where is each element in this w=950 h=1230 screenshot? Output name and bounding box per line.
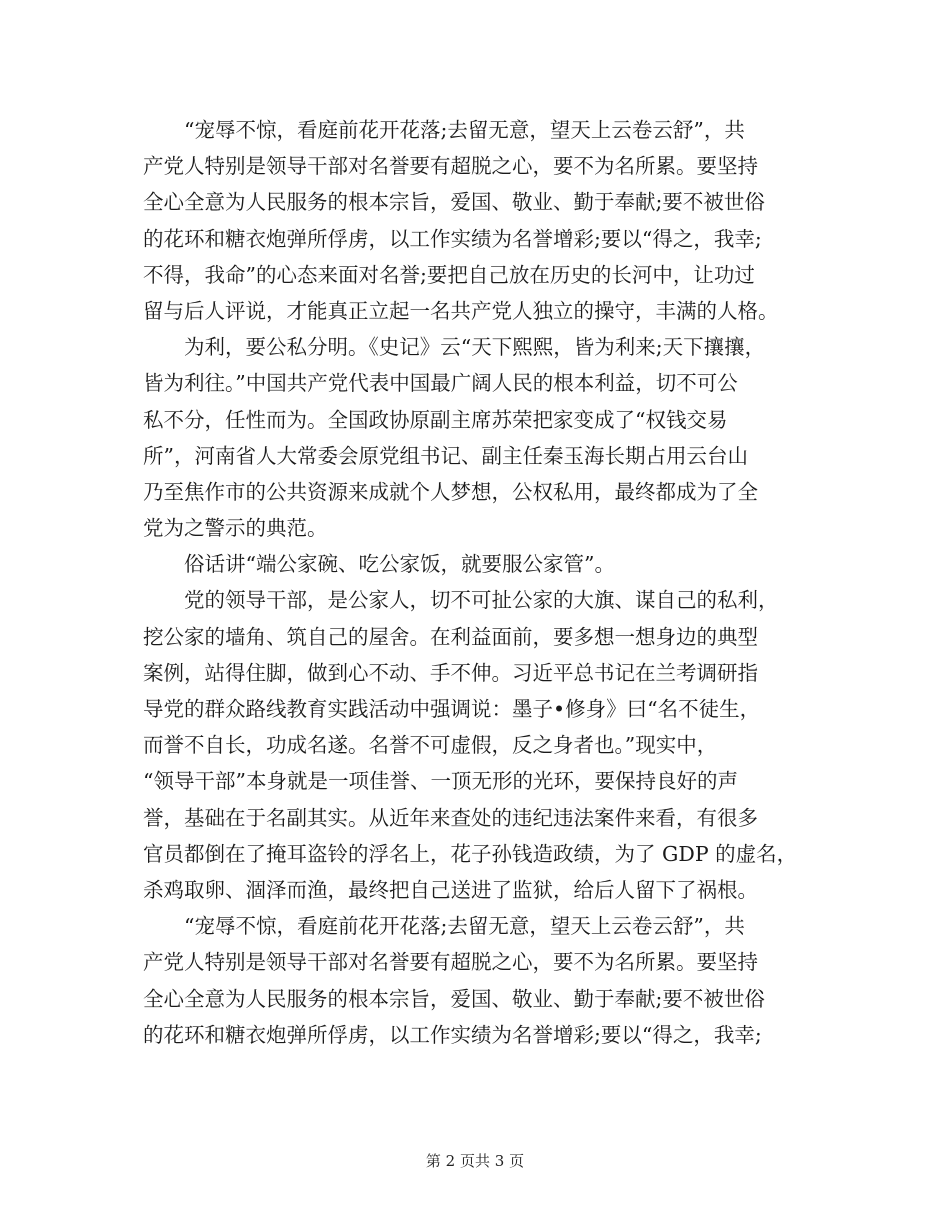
paragraph-line: 而誉不自长，功成名遂。名誉不可虚假，反之身者也。”现实中，	[143, 733, 718, 758]
paragraph-line: 为利，要公私分明。《史记》云“天下熙熙，皆为利来;天下攘攘，	[184, 335, 766, 360]
paragraph-line: 产党人特别是领导干部对名誉要有超脱之心，要不为名所累。要坚持	[143, 950, 758, 975]
paragraph-line: 所”，河南省人大常委会原党组书记、副主任秦玉海长期占用云台山	[143, 443, 748, 468]
paragraph-line: 不得，我命”的心态来面对名誉;要把自己放在历史的长河中，让功过	[143, 262, 755, 287]
paragraph-line: 党为之警示的典范。	[143, 516, 328, 541]
paragraph-line: 留与后人评说，才能真正立起一名共产党人独立的操守，丰满的人格。	[143, 298, 779, 323]
paragraph-line: 全心全意为人民服务的根本宗旨，爱国、敬业、勤于奉献;要不被世俗	[143, 190, 765, 215]
paragraph-line: 全心全意为人民服务的根本宗旨，爱国、敬业、勤于奉献;要不被世俗	[143, 986, 765, 1011]
paragraph-line: 杀鸡取卵、涸泽而渔，最终把自己送进了监狱，给后人留下了祸根。	[143, 877, 758, 902]
paragraph-line: 俗话讲“端公家碗、吃公家饭，就要服公家管”。	[184, 552, 615, 577]
page-number-footer: 第 2 页共 3 页	[425, 1152, 525, 1170]
paragraph-line: 官员都倒在了掩耳盗铃的浮名上，花子孙钱造政绩，为了 GDP 的虚名，	[143, 841, 798, 866]
body-text	[143, 112, 815, 1053]
paragraph-line: 皆为利往。”中国共产党代表中国最广阔人民的根本利益，切不可公	[143, 371, 738, 396]
paragraph-line: 的花环和糖衣炮弹所俘虏，以工作实绩为名誉增彩;要以“得之，我幸;	[143, 1022, 762, 1047]
paragraph-line: 案例，站得住脚，做到心不动、手不伸。习近平总书记在兰考调研指	[143, 660, 758, 685]
paragraph-line: “宠辱不惊，看庭前花开花落;去留无意，望天上云卷云舒”，共	[184, 914, 745, 939]
paragraph-line: “宠辱不惊，看庭前花开花落;去留无意，望天上云卷云舒”，共	[184, 118, 745, 142]
paragraph-line: “领导干部”本身就是一项佳誉、一顶无形的光环，要保持良好的声	[143, 769, 738, 794]
paragraph-line: 产党人特别是领导干部对名誉要有超脱之心，要不为名所累。要坚持	[143, 154, 758, 179]
paragraph-line: 私不分，任性而为。全国政协原副主席苏荣把家变成了“权钱交易	[143, 407, 728, 432]
paragraph-line: 的花环和糖衣炮弹所俘虏，以工作实绩为名誉增彩;要以“得之，我幸;	[143, 226, 762, 251]
paragraph-line: 乃至焦作市的公共资源来成就个人梦想，公权私用，最终都成为了全	[143, 479, 758, 504]
paragraph-line: 挖公家的墙角、筑自己的屋舍。在利益面前，要多想一想身边的典型	[143, 624, 758, 649]
paragraph-line: 誉，基础在于名副其实。从近年来查处的违纪违法案件来看，有很多	[143, 805, 758, 830]
paragraph-line: 导党的群众路线教育实践活动中强调说：墨子•修身》曰“名不徒生，	[143, 697, 761, 721]
paragraph-line: 党的领导干部，是公家人，切不可扯公家的大旗、谋自己的私利，	[184, 588, 779, 613]
